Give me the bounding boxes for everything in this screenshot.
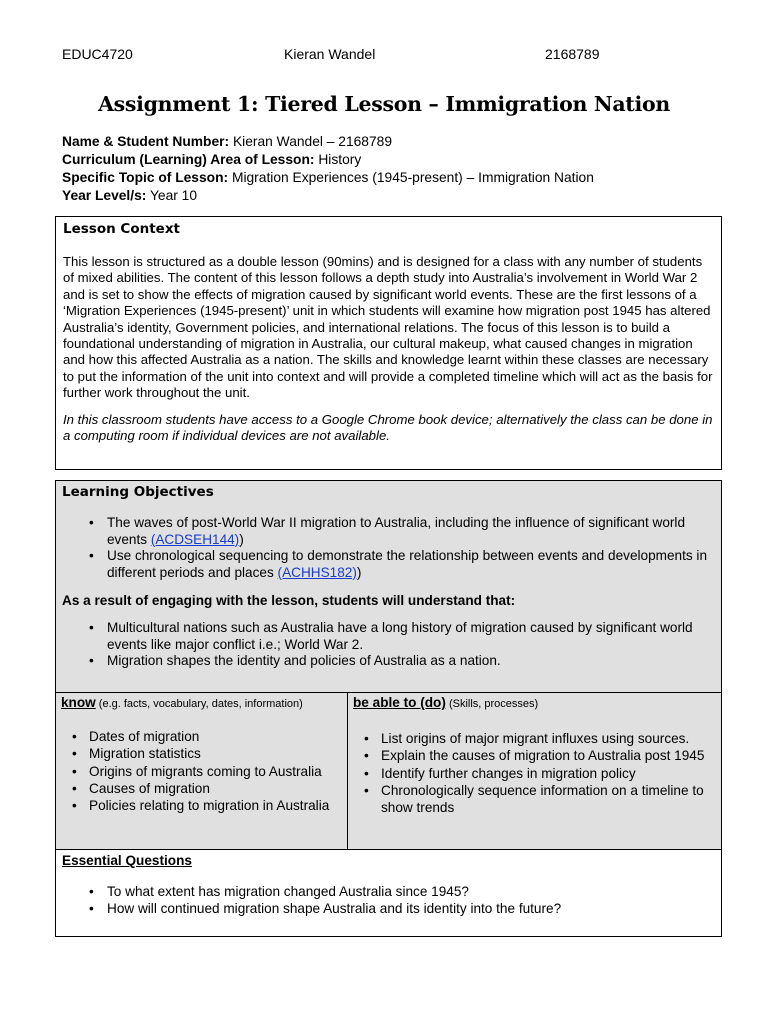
understand-heading: As a result of engaging with the lesson, students will understand that: [62,593,516,608]
know-column [56,693,348,850]
list-item: • List origins of major migrant influxes using sources. [353,730,716,747]
know-hint: (e.g. facts, vocabulary, dates, information) [95,698,303,710]
objectives-section [56,481,721,692]
list-item: • Origins of migrants coming to Australia [61,763,342,780]
meta-value: Kieran Wandel – 2168789 [232,134,393,149]
meta-value: Year 10 [149,188,198,203]
essential-questions-list [62,884,715,917]
meta-label: Year Level/s: [62,188,147,203]
list-item: • To what extent has migration changed Australia since 1945? [62,884,715,901]
list-item: • Chronologically sequence information on a timeline to show trends [353,782,716,817]
know-header [61,695,342,710]
essential-questions-section [56,849,721,936]
list-item: • Dates of migration [61,728,342,745]
list-item: • How will continued migration shape Australia and its identity into the future? [62,901,715,918]
list-item: • Use chronological sequencing to demonstrate the relationship between events and developments in different periods and places (ACHHS182)) [62,548,715,581]
meta-row [62,133,594,151]
list-item: • Multicultural nations such as Australia have a long history of migration caused by significant world events like major conflict i.e.; World War 2. [62,620,715,653]
learning-objectives-heading: Learning Objectives [62,484,214,500]
header-name: Kieran Wandel [284,46,376,62]
list-item: • Explain the causes of migration to Australia post 1945 [353,747,716,764]
list-item: • Identify further changes in migration policy [353,765,716,782]
lesson-meta [62,133,594,205]
do-hint: (Skills, processes) [445,698,539,710]
essential-questions-heading: Essential Questions [62,853,192,868]
header-course: EDUC4720 [62,46,133,62]
curriculum-code-link[interactable]: (ACDSEH144) [150,531,240,547]
page-title: Assignment 1: Tiered Lesson – Immigration Nation [98,92,670,116]
learning-objectives-box [55,480,722,937]
understand-list [62,620,715,670]
objective-text: The waves of post-World War II migration to Australia, including the influence of significant world events [107,515,686,547]
objective-text: Use chronological sequencing to demonstrate the relationship between events and developments in different periods and places [107,548,708,580]
lesson-context-paragraph: This lesson is structured as a double lesson (90mins) and is designed for a class with any number of students of mixed abilities. The content of this lesson follows a depth study into Australia’s involvement in World War 2 and is set to show the effects of migration caused by significant world events. These are the first lessons of a ‘Migration Experiences (1945-present)’ unit in which students will examine how migration post 1945 has altered Australia’s identity, Government policies, and international relations. The focus of this lesson is to build a foundational understanding of migration in Australia, our cultural makeup, what caused changes in migration and how this affected Australia as a nation. The skills and knowledge learnt within these classes are necessary to put the information of the unit into context and will provide a completed timeline which will act as the basis for further work throughout the unit. [63,254,713,401]
objectives-list [62,515,715,581]
meta-value: Migration Experiences (1945-present) – Immigration Nation [231,170,594,185]
lesson-context-box [55,216,722,470]
know-list [61,728,342,814]
do-header [353,695,716,710]
meta-label: Curriculum (Learning) Area of Lesson: [62,152,315,167]
lesson-context-note: In this classroom students have access to a Google Chrome book device; alternatively the class can be done in a computing room if individual devices are not available. [63,411,713,444]
do-label: be able to (do) [353,695,446,710]
list-item: • Causes of migration [61,780,342,797]
list-item: • The waves of post-World War II migration to Australia, including the influence of significant world events (ACDSEH144)) [62,515,715,548]
do-list [353,730,716,816]
know-label: know [61,695,96,710]
meta-value: History [318,152,362,167]
header-student-number: 2168789 [545,46,600,62]
list-item: • Migration shapes the identity and policies of Australia as a nation. [62,653,715,670]
do-column [348,693,721,850]
meta-row [62,169,594,187]
meta-row [62,151,594,169]
know-do-table [56,692,721,850]
lesson-context-heading: Lesson Context [63,221,180,237]
curriculum-code-link[interactable]: (ACHHS182) [277,564,357,580]
meta-row [62,187,594,205]
meta-label: Name & Student Number: [62,134,230,149]
list-item: • Policies relating to migration in Australia [61,797,342,814]
list-item: • Migration statistics [61,745,342,762]
meta-label: Specific Topic of Lesson: [62,170,229,185]
